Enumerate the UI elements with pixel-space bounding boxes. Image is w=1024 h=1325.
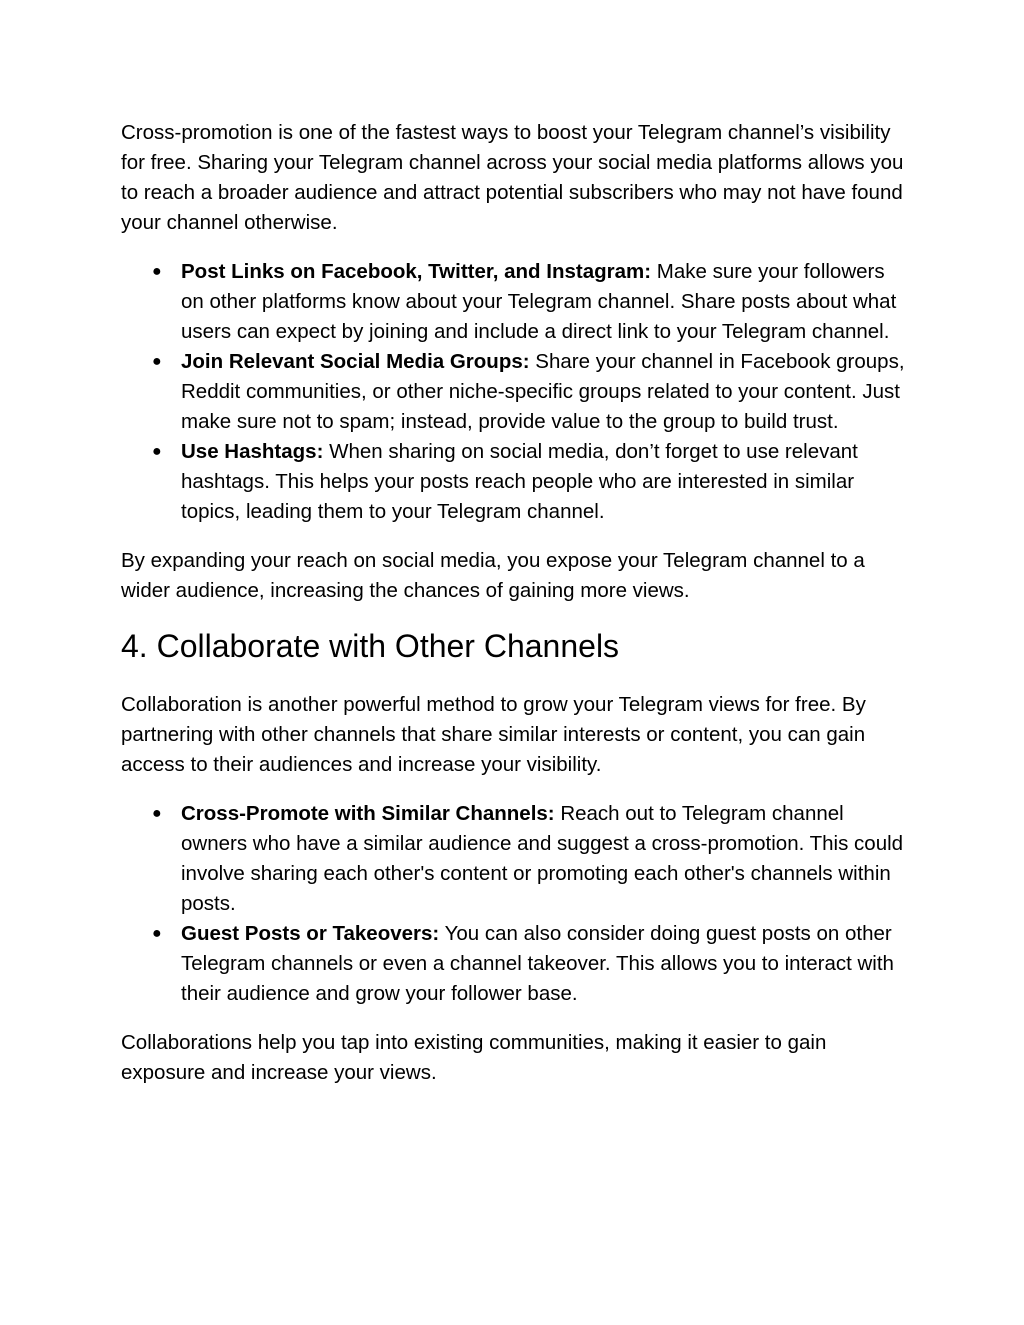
list-item-text: When sharing on social media, don’t forget to use relevant hashtags. This helps your posts reach people who are interested in similar topics, leading them to your Telegram channel.	[181, 440, 858, 523]
bullet-icon: ●	[152, 805, 162, 822]
list-item-text: You can also consider doing guest posts on other Telegram channels or even a channel takeover. This allows you to interact with their audience and grow your follower base.	[181, 922, 894, 1005]
closing-paragraph: Collaborations help you tap into existing communities, making it easier to gain exposure and increase your views.	[121, 1031, 827, 1084]
list-item	[121, 437, 911, 527]
collab-tips-list	[121, 799, 911, 1009]
list-item-lead: Guest Posts or Takeovers:	[181, 922, 440, 945]
list-item	[121, 347, 911, 437]
list-item-text: Make sure your followers on other platforms know about your Telegram channel. Share posts about what users can expect by joining and include a direct link to your Telegram channel.	[181, 260, 897, 343]
list-item	[121, 799, 911, 919]
list-item	[121, 919, 911, 1009]
bullet-icon: ●	[152, 263, 162, 280]
list-item-lead: Post Links on Facebook, Twitter, and Instagram:	[181, 260, 652, 283]
list-item-lead: Use Hashtags:	[181, 440, 324, 463]
bullet-icon: ●	[152, 353, 162, 370]
section-heading: 4. Collaborate with Other Channels	[121, 628, 620, 664]
list-item-text: Share your channel in Facebook groups, Reddit communities, or other niche-specific groups related to your content. Just make sure not to spam; instead, provide value to the group to build trust.	[181, 350, 905, 433]
document-page	[121, 118, 911, 1088]
social-tips-list	[121, 257, 911, 527]
bullet-icon: ●	[152, 443, 162, 460]
list-item-text: Reach out to Telegram channel owners who have a similar audience and suggest a cross-promotion. This could involve sharing each other's content or promoting each other's channels within posts.	[181, 802, 904, 915]
list-item	[121, 257, 911, 347]
list-item-lead: Cross-Promote with Similar Channels:	[181, 802, 555, 825]
collab-intro-paragraph: Collaboration is another powerful method to grow your Telegram views for free. By partnering with other channels that share similar interests or content, you can gain access to their audiences and increase your visibility.	[121, 693, 866, 776]
intro-paragraph: Cross-promotion is one of the fastest ways to boost your Telegram channel’s visibility for free. Sharing your Telegram channel across your social media platforms allows you to reach a broader audience and attract potential subscribers who may not have found your channel otherwise.	[121, 121, 904, 234]
social-summary-paragraph: By expanding your reach on social media, you expose your Telegram channel to a wider audience, increasing the chances of gaining more views.	[121, 549, 865, 602]
list-item-lead: Join Relevant Social Media Groups:	[181, 350, 530, 373]
bullet-icon: ●	[152, 925, 162, 942]
